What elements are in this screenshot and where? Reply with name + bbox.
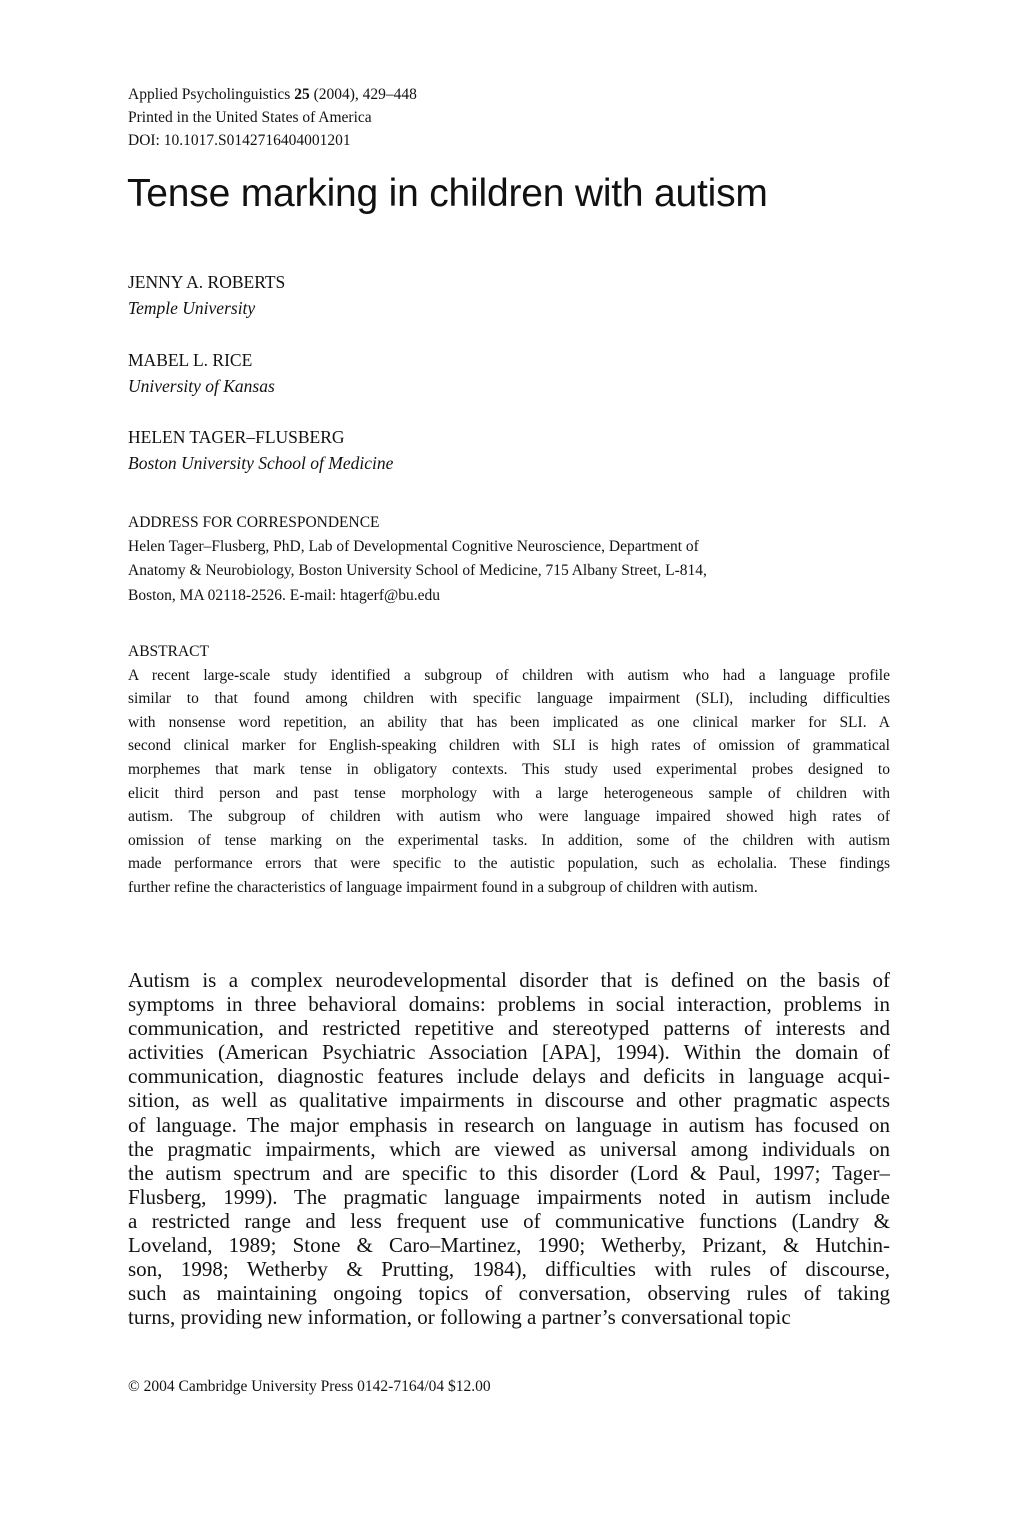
text-line: further refine the characteristics of language impairment found in a subgroup of children with autism. [128,878,758,896]
text-line: the autism spectrum and are specific to this disorder (Lord & Paul, 1997; Tager– [128,1160,890,1185]
text-line: second clinical marker for English-speaking children with SLI is high rates of omission of grammatical [128,737,890,755]
text-line: communication, and restricted repetitive and stereotyped patterns of interests and [128,1016,890,1041]
journal-header [128,83,417,152]
text-line: similar to that found among children with specific language impairment (SLI), including difficulties [128,690,890,708]
author-block [128,269,285,321]
text-line: turns, providing new information, or following a partner’s conversational topic [128,1305,791,1330]
text-line: the pragmatic impairments, which are viewed as universal among individuals on [128,1136,890,1161]
journal-name: Applied Psycholinguistics [128,86,291,103]
text-line: communication, diagnostic features include delays and deficits in language acqui- [128,1064,890,1089]
text-line: symptoms in three behavioral domains: problems in social interaction, problems in [128,992,890,1017]
text-line: activities (American Psychiatric Association [APA], 1994). Within the domain of [128,1040,890,1065]
text-line: son, 1998; Wetherby & Prutting, 1984), difficulties with rules of discourse, [128,1257,890,1282]
text-line: Flusberg, 1999). The pragmatic language impairments noted in autism include [128,1184,890,1209]
text-line: a restricted range and less frequent use of communicative functions (Landry & [128,1208,890,1233]
printed-line: Printed in the United States of America [128,109,372,126]
text-line: Helen Tager–Flusberg, PhD, Lab of Developmental Cognitive Neuroscience, Department of [128,538,699,556]
text-line: Loveland, 1989; Stone & Caro–Martinez, 1990; Wetherby, Prizant, & Hutchin- [128,1233,890,1258]
text-line: such as maintaining ongoing topics of conversation, observing rules of taking [128,1281,890,1306]
author-affiliation: Boston University School of Medicine [128,453,394,473]
text-line: autism. The subgroup of children with autism who were language impaired showed high rates of [128,808,890,826]
correspondence-text [128,535,890,608]
author-name: HELEN TAGER–FLUSBERG [128,427,345,447]
year-pages: (2004), 429–448 [313,86,417,103]
author-affiliation: Temple University [128,298,256,318]
text-line: omission of tense marking on the experimental tasks. In addition, some of the children with autism [128,831,890,849]
text-line: made performance errors that were specific to the autistic population, such as echolalia. These findings [128,855,890,873]
text-line: Autism is a complex neurodevelopmental disorder that is defined on the basis of [128,968,890,992]
author-affiliation: University of Kansas [128,376,275,396]
volume: 25 [294,86,310,103]
text-line: elicit third person and past tense morphology with a large heterogeneous sample of children with [128,784,890,802]
author-name: MABEL L. RICE [128,350,253,370]
text-line: Anatomy & Neurobiology, Boston University School of Medicine, 715 Albany Street, L-814, [128,562,707,580]
author-block [128,347,275,399]
text-line: with nonsense word repetition, an ability that has been implicated as one clinical marker for SLI. A [128,713,890,731]
abstract-text [128,664,890,900]
correspondence-section [128,511,890,608]
abstract-section [128,640,890,900]
body-text [128,968,890,1329]
correspondence-heading: ADDRESS FOR CORRESPONDENCE [128,514,380,531]
text-line: of language. The major emphasis in research on language in autism has focused on [128,1112,890,1137]
author-name: JENNY A. ROBERTS [128,272,286,292]
citation-line [128,83,417,106]
text-line: A recent large-scale study identified a subgroup of children with autism who had a language profile [128,666,890,684]
text-line: morphemes that mark tense in obligatory contexts. This study used experimental probes designed to [128,760,890,778]
paper-title: Tense marking in children with autism [127,172,768,215]
copyright: © 2004 Cambridge University Press 0142-7164/04 $12.00 [128,1378,491,1395]
abstract-heading: ABSTRACT [128,643,209,660]
text-line: sition, as well as qualitative impairments in discourse and other pragmatic aspects [128,1088,890,1113]
text-line: Boston, MA 02118-2526. E-mail: htagerf@bu.edu [128,586,441,604]
doi: DOI: 10.1017.S0142716404001201 [128,132,351,149]
body-paragraph [128,968,890,1329]
author-block [128,424,393,476]
